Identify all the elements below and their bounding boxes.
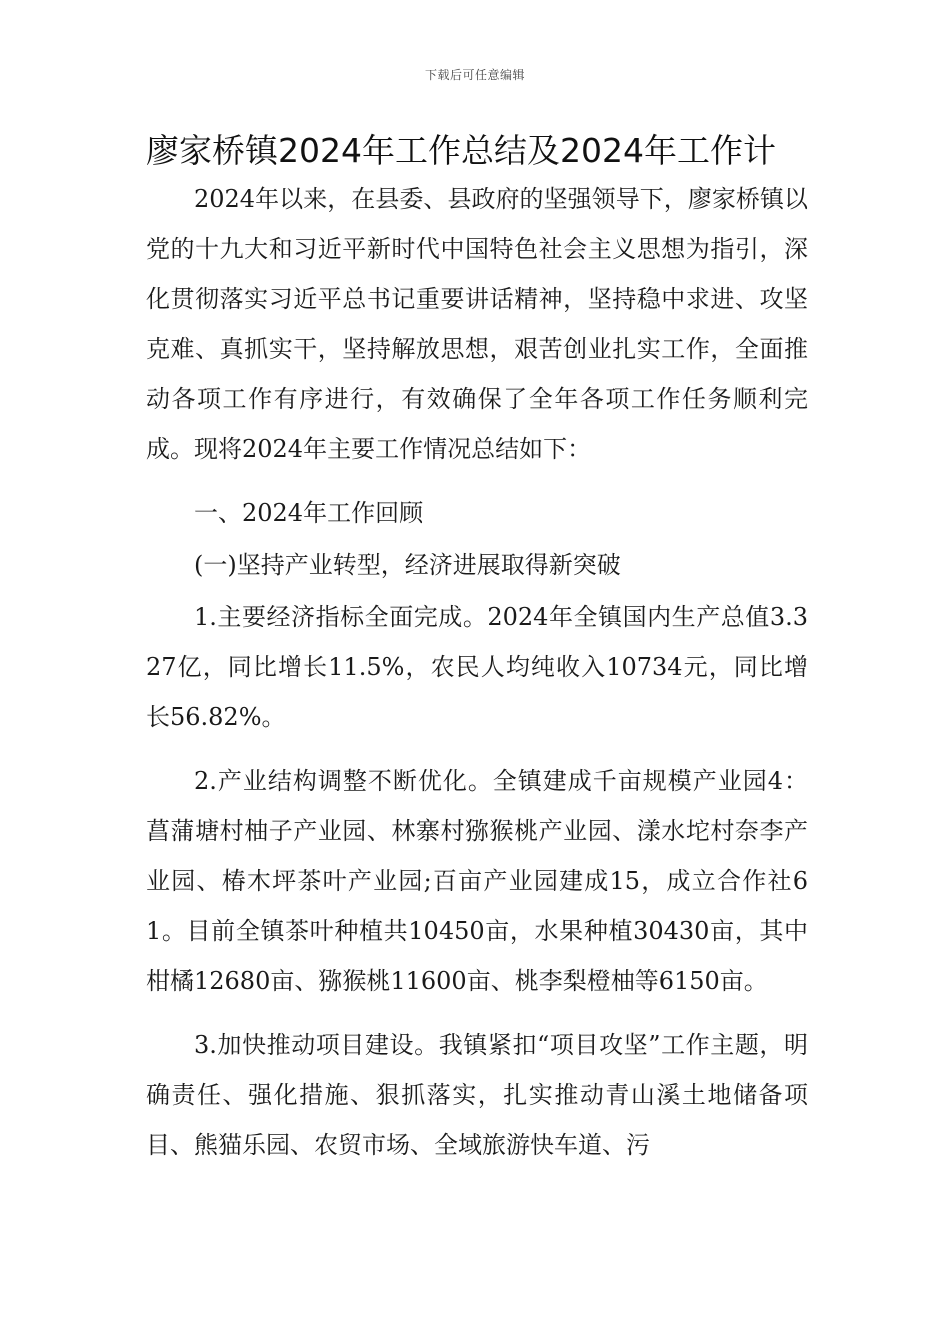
paragraph-economic-indicators: 1.主要经济指标全面完成。2024年全镇国内生产总值3.327亿，同比增长11.5%，农民人均纯收入10734元，同比增长56.82%。 xyxy=(146,603,808,731)
paragraph-industry-structure: 2.产业结构调整不断优化。全镇建成千亩规模产业园4：菖蒲塘村柚子产业园、林寨村猕猴桃产业园、漾水坨村奈李产业园、椿木坪茶叶产业园;百亩产业园建成15，成立合作社61。目前全镇茶叶种植共10450亩，水果种植30430亩，其中柑橘12680亩、猕猴桃11600亩、桃李梨橙柚等6150亩。 xyxy=(146,767,808,995)
intro-paragraph: 2024年以来，在县委、县政府的坚强领导下，廖家桥镇以党的十九大和习近平新时代中国特色社会主义思想为指引，深化贯彻落实习近平总书记重要讲话精神，坚持稳中求进、攻坚克难、真抓实干，坚持解放思想，艰苦创业扎实工作，全面推动各项工作有序进行，有效确保了全年各项工作任务顺利完成。现将2024年主要工作情况总结如下： xyxy=(146,185,808,463)
paragraph-project-construction: 3.加快推动项目建设。我镇紧扣“项目攻坚”工作主题，明确责任、强化措施、狠抓落实，扎实推动青山溪土地储备项目、熊猫乐园、农贸市场、全域旅游快车道、污 xyxy=(146,1031,808,1159)
header-note: 下载后可任意编辑 xyxy=(424,68,525,82)
section-heading: 一、2024年工作回顾 xyxy=(194,499,424,527)
document-body xyxy=(146,174,808,1170)
subsection-heading: (一)坚持产业转型，经济进展取得新突破 xyxy=(194,551,621,579)
document-title: 廖家桥镇2024年工作总结及2024年工作计 xyxy=(146,131,776,170)
